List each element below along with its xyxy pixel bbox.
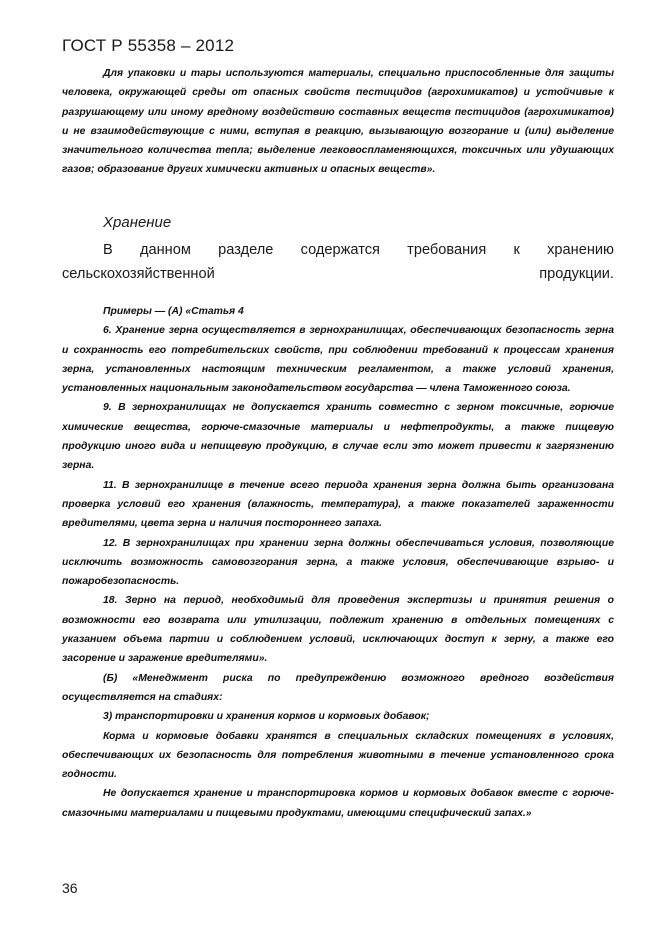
example-paragraph: 6. Хранение зерна осуществляется в зернохранилищах, обеспечивающих безопасность зерна и сохранность его потребительских свойств, при соблюдении требований к процессам хранения зерна, установленных настоящим техническим регламентом, а также условий хранения, установленных национальным законодательством государства — члена Таможенного союза. [62, 325, 614, 395]
section-body [62, 238, 614, 286]
example-paragraph: Корма и кормовые добавки хранятся в специальных складских помещениях в условиях, обеспечивающих их безопасность для потребления животными в течение установленного срока годности. [62, 730, 614, 781]
examples-block [62, 302, 614, 823]
example-paragraph: 11. В зернохранилище в течение всего периода хранения зерна должна быть организована проверка условий его хранения (влажность, температура), а также показателей зараженности вредителями, цвета зерна и наличия постороннего запаха. [62, 479, 614, 530]
intro-paragraph: Для упаковки и тары используются материалы, специально приспособленные для защиты человека, окружающей среды от опасных свойств пестицидов (агрохимикатов) и устойчивые к разрушающему или иному вредному воздействию составных веществ пестицидов (агрохимикатов) и не взаимодействующие с ними, вступая в реакцию, вызывающую возгорание и (или) выделение значительного количества тепла; выделение легковоспламеняющихся, токсичных или удушающих газов; образование других химически активных и опасных веществ». [62, 68, 614, 176]
document-header: ГОСТ Р 55358 – 2012 [62, 36, 235, 55]
intro-paragraph-block [62, 64, 614, 180]
examples-lead: Примеры — (А) «Статья 4 [103, 306, 244, 317]
example-paragraph: Не допускается хранение и транспортировка кормов и кормовых добавок вместе с горюче-смазочными материалами и пищевыми продуктами, имеющими специфический запах.» [62, 788, 614, 819]
example-paragraph: 18. Зерно на период, необходимый для проведения экспертизы и принятия решения о возможности его возврата или утилизации, подлежит хранению в отдельных помещениях с указанием объема партии и соблюдением условий, исключающих доступ к зерну, а также его засорение и заражение вредителями». [62, 595, 614, 665]
section-body-text: В данном разделе содержатся требования к хранению сельскохозяйственной продукции. [62, 242, 614, 282]
page-number: 36 [62, 880, 78, 896]
example-paragraph: 9. В зернохранилищах не допускается хранить совместно с зерном токсичные, горючие химические вещества, горюче-смазочные материалы и нефтепродукты, а также пищевую продукцию иного вида и непищевую продукцию, в случае если это может привести к загрязнению зерна. [62, 402, 614, 472]
example-paragraph: 12. В зернохранилищах при хранении зерна должны обеспечиваться условия, позволяющие исключить возможность самовозгорания зерна, а также условия, обеспечивающие взрыво- и пожаробезопасность. [62, 537, 614, 588]
example-paragraph: (Б) «Менеджмент риска по предупреждению возможного вредного воздействия осуществляется на стадиях: [62, 672, 614, 703]
example-paragraph: 3) транспортировки и хранения кормов и кормовых добавок; [103, 711, 430, 723]
section-heading: Хранение [103, 214, 172, 231]
